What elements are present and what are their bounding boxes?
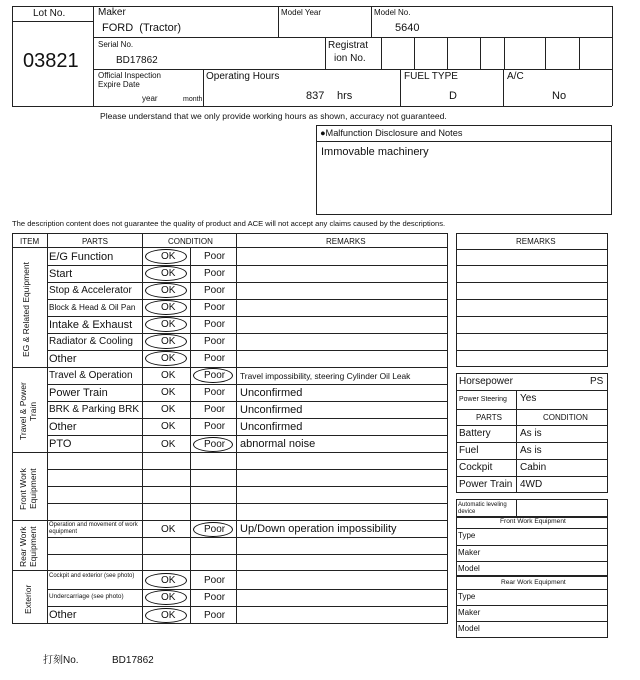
remark-text: Unconfirmed — [240, 387, 303, 399]
ok-text: OK — [161, 251, 176, 262]
hours-notice: Please understand that we only provide working hours as shown, accuracy not guaranteed. — [100, 111, 447, 121]
model-year-label: Model Year — [281, 8, 322, 17]
cockpit-value: Cabin — [520, 462, 547, 473]
spec-condition-header: CONDITION — [543, 413, 588, 422]
poor-text: Poor — [204, 251, 226, 262]
ok-text: OK — [161, 353, 176, 364]
part-label: Operation and movement of work equipment — [49, 522, 138, 536]
stamp-label: 打刻No. — [43, 655, 79, 666]
horsepower-unit: PS — [590, 376, 604, 387]
part-label: Power Train — [49, 387, 108, 399]
ac-label: A/C — [507, 71, 524, 82]
part-label: Travel & Operation — [49, 370, 133, 381]
battery-value: As is — [520, 428, 542, 439]
ok-text: OK — [161, 268, 176, 279]
group-rear: Rear Work Equipment — [18, 526, 38, 568]
stamp-value: BD17862 — [112, 655, 154, 666]
group-travel: Travel & Power Train — [18, 382, 38, 440]
maker-label: Maker — [98, 7, 126, 18]
rear-model-label: Model — [458, 624, 480, 633]
ok-text: OK — [161, 370, 176, 381]
registration-label-1: Registrat — [328, 40, 369, 51]
part-label: PTO — [49, 438, 72, 450]
part-label: Start — [49, 268, 73, 280]
ok-text: OK — [161, 336, 176, 347]
power-steering-label: Power Steering — [459, 396, 507, 403]
poor-text: Poor — [204, 575, 226, 586]
front-model-label: Model — [458, 564, 480, 573]
group-eg: EG & Related Equipment — [21, 262, 31, 358]
col-parts: PARTS — [82, 237, 108, 246]
remark-text: Unconfirmed — [240, 404, 303, 416]
part-label: Intake & Exhaust — [49, 319, 133, 331]
front-maker-label: Maker — [458, 548, 481, 557]
poor-text: Poor — [204, 592, 226, 603]
poor-text: Poor — [204, 439, 226, 450]
hours-value: 837 — [306, 90, 325, 102]
poor-text: Poor — [204, 370, 226, 381]
model-no-label: Model No. — [374, 8, 411, 17]
part-label: Undercarriage (see photo) — [49, 593, 124, 600]
malfunction-title: ●Malfunction Disclosure and Notes — [320, 128, 463, 138]
poor-text: Poor — [204, 387, 226, 398]
ok-text: OK — [161, 592, 176, 603]
month-label: month — [183, 96, 203, 103]
year-label: year — [142, 94, 158, 103]
registration-label-2: ion No. — [334, 53, 366, 64]
poor-text: Poor — [204, 421, 226, 432]
poor-text: Poor — [204, 319, 226, 330]
poor-text: Poor — [204, 302, 226, 313]
poor-text: Poor — [204, 404, 226, 415]
ok-text: OK — [161, 404, 176, 415]
lot-number: 03821 — [23, 50, 79, 72]
cockpit-label: Cockpit — [459, 462, 493, 473]
poor-text: Poor — [204, 336, 226, 347]
ok-text: OK — [161, 524, 176, 535]
remark-text: Up/Down operation impossibility — [240, 523, 397, 535]
hours-label: Operating Hours — [206, 71, 280, 82]
part-label: Radiator & Cooling — [49, 336, 133, 347]
poor-text: Poor — [204, 524, 226, 535]
poor-text: Poor — [204, 610, 226, 621]
hours-unit: hrs — [337, 90, 353, 102]
disclaimer: The description content does not guarantee the quality of product and ACE will not accept any claims caused by the descriptions. — [12, 219, 446, 228]
ok-text: OK — [161, 575, 176, 586]
power-train-label: Power Train — [459, 479, 513, 490]
rear-type-label: Type — [458, 592, 476, 601]
malfunction-text: Immovable machinery — [321, 146, 429, 158]
col-condition: CONDITION — [168, 237, 213, 246]
poor-text: Poor — [204, 268, 226, 279]
rear-work-title: Rear Work Equipment — [501, 579, 566, 586]
part-label: Other — [49, 353, 77, 365]
remark-text: Unconfirmed — [240, 421, 303, 433]
inspection-label-1: Official Inspection — [98, 71, 161, 80]
auto-leveling-label-2: device — [458, 509, 476, 515]
col-item: ITEM — [20, 237, 40, 246]
part-label: Cockpit and exterior (see photo) — [49, 573, 135, 579]
power-train-value: 4WD — [520, 479, 543, 490]
group-front: Front Work Equipment — [18, 468, 38, 510]
remark-text: abnormal noise — [240, 438, 316, 450]
part-label: BRK & Parking BRK — [49, 404, 140, 415]
ok-text: OK — [161, 319, 176, 330]
ok-text: OK — [161, 610, 176, 621]
fuel-type-label: FUEL TYPE — [404, 71, 458, 82]
serial-label: Serial No. — [98, 40, 134, 49]
model-no-value: 5640 — [395, 22, 420, 34]
ok-text: OK — [161, 421, 176, 432]
fuel-value: As is — [520, 445, 542, 456]
group-exterior: Exterior — [23, 584, 33, 614]
ok-text: OK — [161, 285, 176, 296]
ok-text: OK — [161, 387, 176, 398]
lot-label: Lot No. — [33, 8, 66, 19]
battery-label: Battery — [459, 428, 491, 439]
part-label: Other — [49, 421, 77, 433]
remark-text: Travel impossibility, steering Cylinder Oil Leak — [240, 371, 411, 381]
maker-value: FORD (Tractor) — [102, 22, 182, 34]
right-remarks-header: REMARKS — [516, 237, 556, 246]
auto-leveling-label-1: Automatic leveling — [458, 502, 507, 508]
ok-text: OK — [161, 439, 176, 450]
part-label: Stop & Accelerator — [49, 285, 132, 296]
rear-maker-label: Maker — [458, 608, 481, 617]
ac-value: No — [552, 90, 567, 102]
front-work-title: Front Work Equipment — [500, 518, 566, 525]
inspection-label-2: Expire Date — [98, 80, 140, 89]
fuel-type-value: D — [449, 90, 457, 102]
power-steering-value: Yes — [520, 393, 537, 404]
spec-parts-header: PARTS — [476, 413, 502, 422]
col-remarks: REMARKS — [326, 237, 366, 246]
ok-text: OK — [161, 302, 176, 313]
poor-text: Poor — [204, 353, 226, 364]
part-label: Other — [49, 609, 77, 621]
front-type-label: Type — [458, 531, 476, 540]
poor-text: Poor — [204, 285, 226, 296]
part-label: Block & Head & Oil Pan — [49, 303, 136, 312]
part-label: E/G Function — [49, 251, 114, 263]
horsepower-label: Horsepower — [459, 376, 513, 387]
malfunction-box — [316, 125, 612, 215]
serial-value: BD17862 — [116, 55, 158, 66]
fuel-label: Fuel — [459, 445, 479, 456]
